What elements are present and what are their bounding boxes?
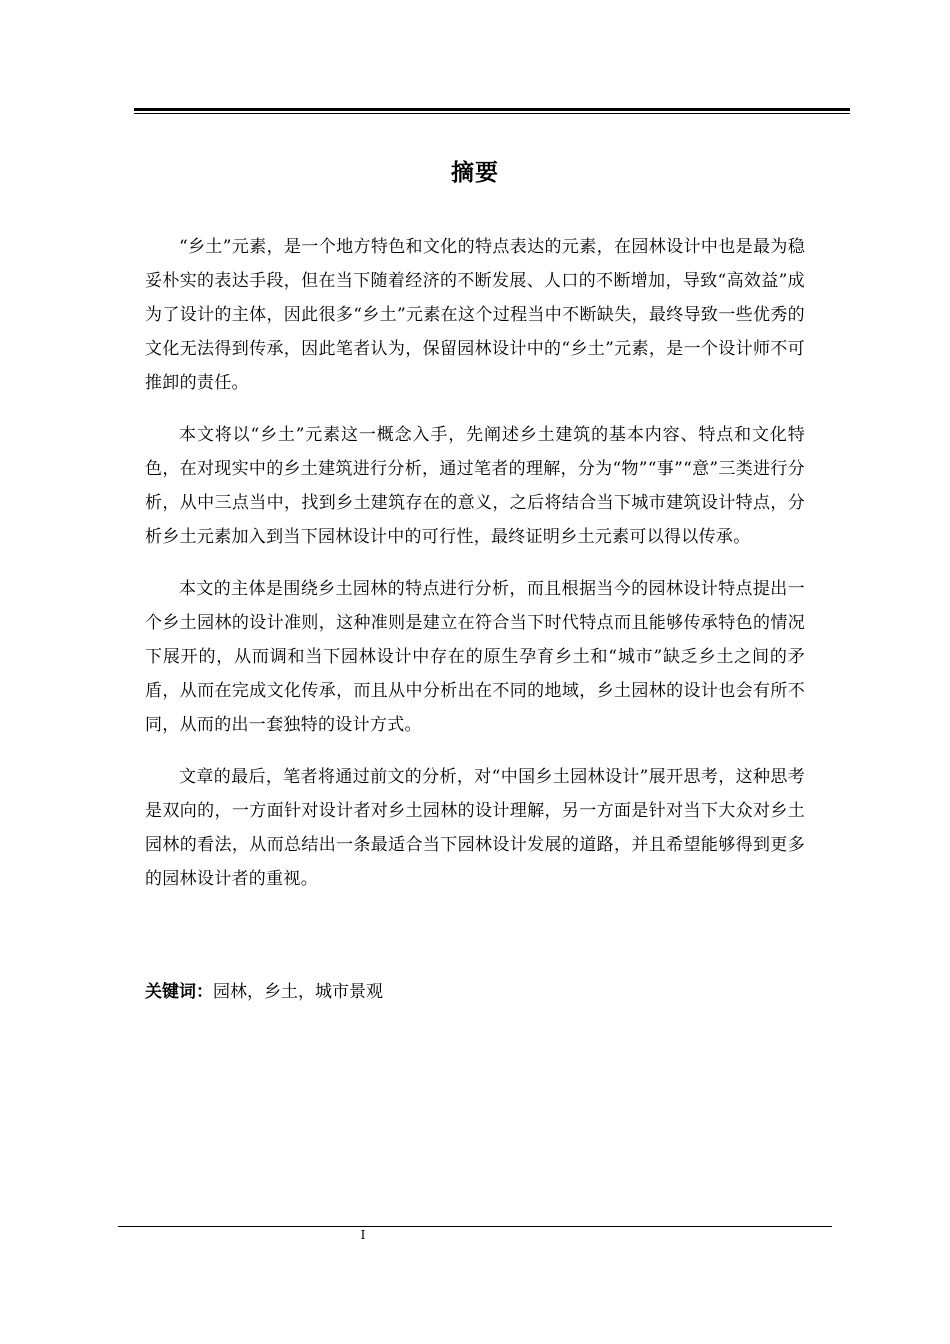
header-rule-thick <box>134 108 850 111</box>
footer-rule <box>118 1226 832 1227</box>
abstract-paragraph-2: 本文将以“乡土”元素这一概念入手，先阐述乡土建筑的基本内容、特点和文化特色，在对现实中的乡土建筑进行分析，通过笔者的理解，分为“物”“事”“意”三类进行分析，从中三点当中，找到乡土建筑存在的意义，之后将结合当下城市建筑设计特点，分析乡土元素加入到当下园林设计中的可行性，最终证明乡土元素可以得以传承。 <box>145 425 805 547</box>
abstract-paragraph-1: “乡土”元素，是一个地方特色和文化的特点表达的元素，在园林设计中也是最为稳妥朴实的表达手段，但在当下随着经济的不断发展、人口的不断增加，导致“高效益”成为了设计的主体，因此很多“乡土”元素在这个过程当中不断缺失，最终导致一些优秀的文化无法得到传承，因此笔者认为，保留园林设计中的“乡土”元素，是一个设计师不可推卸的责任。 <box>145 237 805 393</box>
page-title: 摘要 <box>451 160 499 186</box>
keywords-line <box>145 975 805 1009</box>
abstract-paragraph-4: 文章的最后，笔者将通过前文的分析，对“中国乡土园林设计”展开思考，这种思考是双向的，一方面针对设计者对乡土园林的设计理解，另一方面是针对当下大众对乡土园林的看法，从而总结出一条最适合当下园林设计发展的道路，并且希望能够得到更多的园林设计者的重视。 <box>145 767 805 889</box>
keywords-value: 园林，乡土，城市景观 <box>213 982 383 1002</box>
abstract-paragraph-3: 本文的主体是围绕乡土园林的特点进行分析，而且根据当今的园林设计特点提出一个乡土园林的设计准则，这种准则是建立在符合当下时代特点而且能够传承特色的情况下展开的，从而调和当下园林设计中存在的原生孕育乡土和“城市”缺乏乡土之间的矛盾，从而在完成文化传承，而且从中分析出在不同的地域，乡土园林的设计也会有所不同，从而的出一套独特的设计方式。 <box>145 579 805 735</box>
keywords-label: 关键词： <box>145 982 213 1002</box>
abstract-body <box>145 230 805 914</box>
page-number: I <box>360 1228 366 1242</box>
header-rule-thin <box>134 113 850 114</box>
